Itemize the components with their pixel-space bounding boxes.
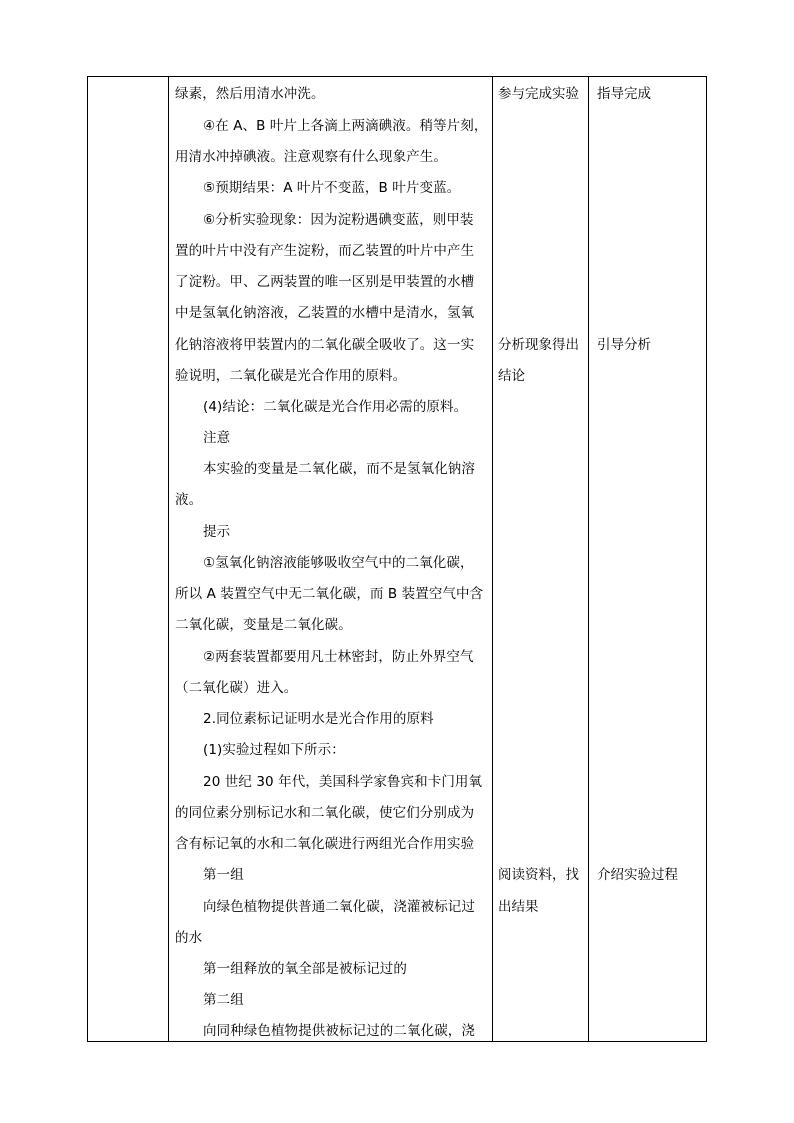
content-line: ④在 A、B 叶片上各滴上两滴碘液。稍等片刻， <box>203 118 488 134</box>
teacher-activity-cell: 介绍实验过程 <box>597 867 678 883</box>
content-line: 的同位素分别标记水和二氧化碳，使它们分别成为 <box>175 805 475 821</box>
content-line: 向绿色植物提供普通二氧化碳，浇灌被标记过 <box>203 899 475 915</box>
content-line: 第一组释放的氧全部是被标记过的 <box>203 961 407 977</box>
content-line: ①氢氧化钠溶液能够吸收空气中的二氧化碳， <box>203 555 474 571</box>
content-line: 2.同位素标记证明水是光合作用的原料 <box>203 711 434 727</box>
content-line: ②两套装置都要用凡士林密封，防止外界空气 <box>203 649 474 665</box>
content-line: 了淀粉。甲、乙两装置的唯一区别是甲装置的水槽 <box>175 274 475 290</box>
student-activity-cell: 结论 <box>498 368 525 384</box>
student-activity-cell: 阅读资料，找 <box>498 867 579 883</box>
content-line: 提示 <box>203 524 231 540</box>
content-line: 第一组 <box>203 867 244 883</box>
content-line: 20 世纪 30 年代，美国科学家鲁宾和卡门用氧 <box>203 774 483 790</box>
student-activity-cell: 参与完成实验 <box>498 86 579 102</box>
content-line: ⑥分析实验现象：因为淀粉遇碘变蓝，则甲装 <box>203 212 474 228</box>
content-line: 中是氢氧化钠溶液，乙装置的水槽中是清水，氢氧 <box>175 305 475 321</box>
content-line: 验说明，二氧化碳是光合作用的原料。 <box>175 368 407 384</box>
column-divider <box>588 77 589 1041</box>
content-line: 用清水冲掉碘液。注意观察有什么现象产生。 <box>175 149 447 165</box>
content-line: 含有标记氧的水和二氧化碳进行两组光合作用实验 <box>175 836 475 852</box>
teacher-activity-cell: 引导分析 <box>597 337 651 353</box>
content-line: 液。 <box>175 492 203 508</box>
content-line: (1)实验过程如下所示： <box>203 742 345 758</box>
content-line: 二氧化碳，变量是二氧化碳。 <box>175 617 352 633</box>
content-line: ⑤预期结果：A 叶片不变蓝，B 叶片变蓝。 <box>203 180 461 196</box>
content-line: 注意 <box>203 430 231 446</box>
content-line: (4)结论：二氧化碳是光合作用必需的原料。 <box>203 399 468 415</box>
content-line: 化钠溶液将甲装置内的二氧化碳全吸收了。这一实 <box>175 337 475 353</box>
content-line: 所以 A 装置空气中无二氧化碳，而 B 装置空气中含 <box>175 586 484 602</box>
content-line: 第二组 <box>203 992 244 1008</box>
content-line: 的水 <box>175 930 203 946</box>
content-line: 绿素，然后用清水冲洗。 <box>175 86 325 102</box>
student-activity-cell: 出结果 <box>498 899 539 915</box>
content-column <box>169 77 573 1041</box>
teacher-activity-cell: 指导完成 <box>597 86 651 102</box>
content-line: （二氧化碳）进入。 <box>175 680 298 696</box>
student-activity-cell: 分析现象得出 <box>498 337 579 353</box>
content-line: 向同种绿色植物提供被标记过的二氧化碳，浇 <box>203 1023 475 1039</box>
lesson-table <box>87 76 707 1042</box>
content-line: 本实验的变量是二氧化碳，而不是氢氧化钠溶 <box>203 461 475 477</box>
content-line: 置的叶片中没有产生淀粉，而乙装置的叶片中产生 <box>175 243 475 259</box>
